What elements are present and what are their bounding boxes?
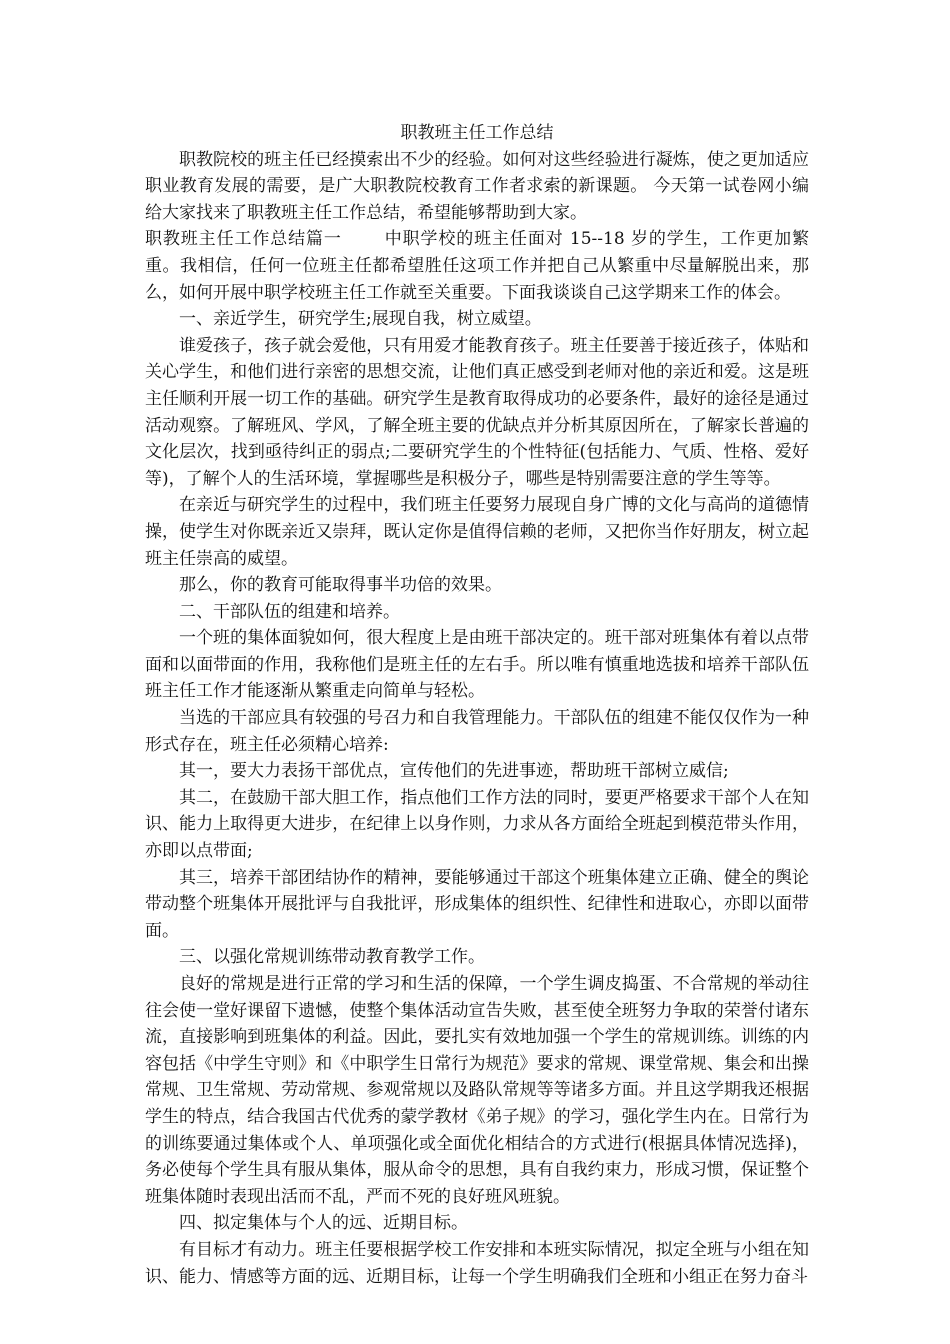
paragraph: 在亲近与研究学生的过程中，我们班主任要努力展现自身广博的文化与高尚的道德情操，使学生对你既亲近又崇拜，既认定你是值得信赖的老师，又把你当作好朋友，树立起班主任崇高的威望。 — [145, 495, 809, 569]
section-heading-2: 二、干部队伍的组建和培养。 — [179, 601, 400, 622]
section-heading-4: 四、拟定集体与个人的远、近期目标。 — [179, 1213, 468, 1234]
paragraph: 其一，要大力表扬干部优点，宣传他们的先进事迹，帮助班干部树立威信; — [179, 761, 729, 782]
paragraph: 一个班的集体面貌如何，很大程度上是由班干部决定的。班干部对班集体有着以点带面和以面带面的作用，我称他们是班主任的左右手。所以唯有慎重地选拔和培养干部队伍班主任工作才能逐渐从繁重走向简单与轻松。 — [145, 628, 809, 702]
paragraph: 良好的常规是进行正常的学习和生活的保障，一个学生调皮捣蛋、不合常规的举动往往会使一堂好课留下遗憾，使整个集体活动宣告失败，甚至使全班努力争取的荣誉付诸东流，直接影响到班集体的利益。因此，要扎实有效地加强一个学生的常规训练。训练的内容包括《中学生守则》和《中职学生日常行为规范》要求的常规、课堂常规、集会和出操常规、卫生常规、劳动常规、参观常规以及路队常规等等诸多方面。并且这学期我还根据学生的特点，结合我国古代优秀的蒙学教材《弟子规》的学习，强化学生内在。日常行为的训练要通过集体或个人、单项强化或全面优化相结合的方式进行(根据具体情况选择)，务必使每个学生具有服从集体，服从命令的思想，具有自我约束力，形成习惯，保证整个班集体随时表现出活而不乱，严而不死的良好班风班貌。 — [145, 974, 809, 1207]
paragraph: 当选的干部应具有较强的号召力和自我管理能力。干部队伍的组建不能仅仅作为一种形式存在，班主任必须精心培养: — [145, 708, 809, 755]
paragraph: 其二，在鼓励干部大胆工作，指点他们工作方法的同时，要更严格要求干部个人在知识、能力上取得更大进步，在纪律上以身作则，力求从各方面给全班起到模范带头作用，亦即以点带面; — [145, 787, 809, 862]
paragraph: 其三，培养干部团结协作的精神，要能够通过干部这个班集体建立正确、健全的舆论带动整个班集体开展批评与自我批评，形成集体的组织性、纪律性和进取心，亦即以面带面。 — [145, 867, 809, 941]
paragraph: 那么，你的教育可能取得事半功倍的效果。 — [179, 575, 502, 596]
article-first-paragraph — [145, 226, 809, 306]
document-title: 职教班主任工作总结 — [400, 123, 554, 143]
section-heading-1: 一、亲近学生，研究学生;展现自我，树立威望。 — [179, 309, 542, 330]
paragraph: 谁爱孩子，孩子就会爱他，只有用爱才能教育孩子。班主任要善于接近孩子，体贴和关心学生，和他们进行亲密的思想交流，让他们真正感受到老师对他的亲近和爱。这是班主任顺利开展一切工作的基础。研究学生是教育取得成功的必要条件，最好的途径是通过活动观察。了解班风、学风，了解全班主要的优缺点并分析其原因所在，了解家长普遍的文化层次，找到亟待纠正的弱点;二要研究学生的个性特征(包括能力、气质、性格、爱好等)，了解个人的生活环境，掌握哪些是积极分子，哪些是特别需要注意的学生等等。 — [145, 335, 809, 489]
paragraph: 有目标才有动力。班主任要根据学校工作安排和本班实际情况，拟定全班与小组在知识、能力、情感等方面的远、近期目标，让每一个学生明确我们全班和小组正在努力奋斗 — [145, 1239, 809, 1287]
article-label: 职教班主任工作总结篇一 — [145, 229, 342, 250]
article-first-text: 中职学校的班主任面对 15--18 岁的学生，工作更加繁重。我相信，任何一位班主任都希望胜任这项工作并把自己从繁重中尽量解脱出来，那么，如何开展中职学校班主任工作就至关重要。下面我谈谈自己这学期来工作的体会。 — [145, 229, 809, 303]
document-body — [145, 120, 809, 1290]
intro-paragraph: 职教院校的班主任已经摸索出不少的经验。如何对这些经验进行凝炼，使之更加适应职业教育发展的需要，是广大职教院校教育工作者求索的新课题。 今天第一试卷网小编给大家找来了职教班主任工作总结，希望能够帮助到大家。 — [145, 149, 809, 223]
section-heading-3: 三、以强化常规训练带动教育教学工作。 — [179, 947, 485, 968]
